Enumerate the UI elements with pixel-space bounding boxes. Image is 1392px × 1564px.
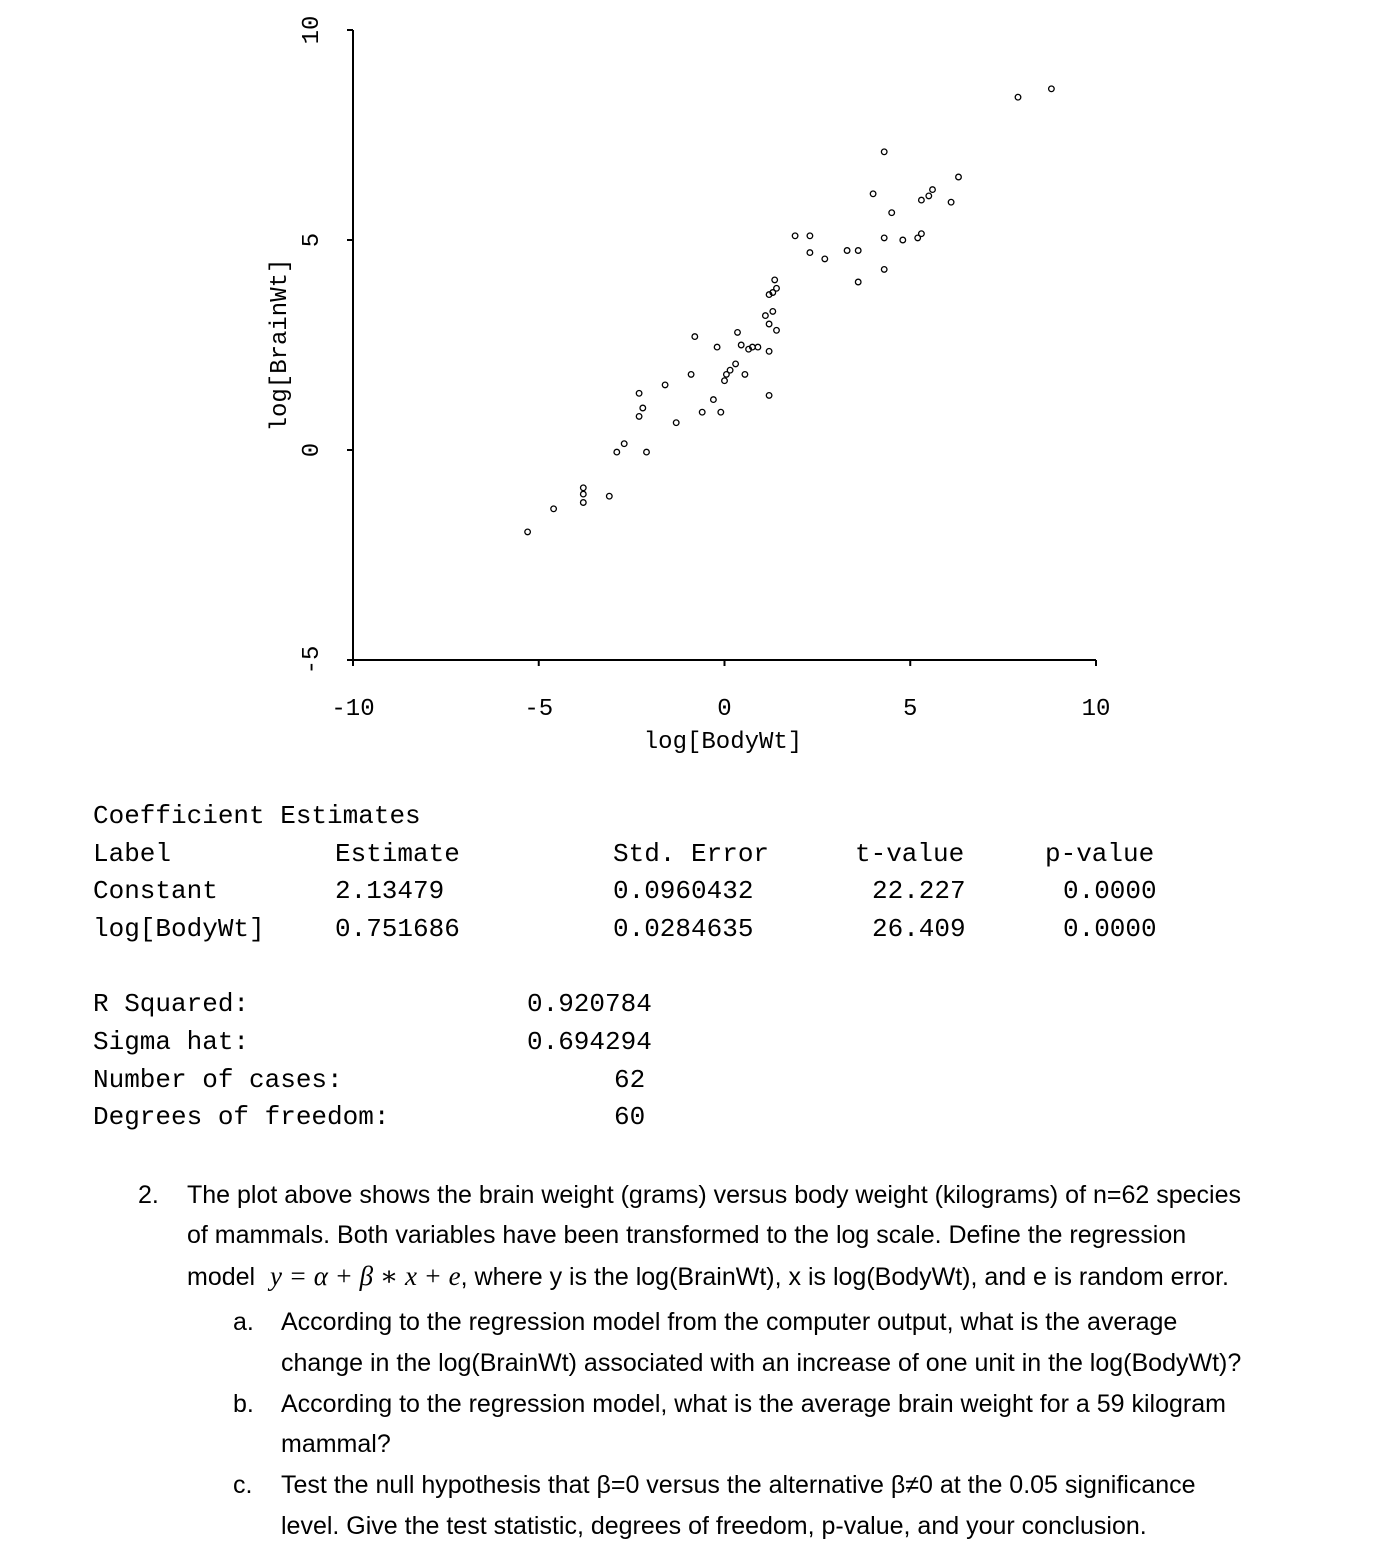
r-squared-value: 0.920784 — [527, 989, 652, 1019]
y-tick-label: 5 — [299, 232, 326, 248]
x-tick-label: 10 — [1081, 696, 1111, 723]
data-point — [766, 321, 772, 327]
scatter-plot — [0, 0, 1392, 770]
data-point — [792, 233, 798, 239]
x-tick-label: -10 — [331, 696, 375, 723]
row-bodywt-std-error: 0.0284635 — [613, 914, 754, 944]
data-point — [688, 372, 694, 378]
data-point — [722, 378, 728, 384]
row-constant-t-value: 22.227 — [872, 876, 966, 906]
question-line-3 — [187, 1256, 1229, 1297]
data-point — [889, 210, 895, 216]
model-formula: y = α + β ∗ x + e — [270, 1261, 461, 1291]
data-point — [1049, 86, 1055, 92]
row-constant-std-error: 0.0960432 — [613, 876, 754, 906]
data-point — [673, 420, 679, 426]
data-point — [581, 491, 587, 497]
data-point — [930, 187, 936, 193]
data-point — [855, 248, 861, 254]
data-point — [714, 344, 720, 350]
question-line-3-suffix: , where y is the log(BrainWt), x is log(BodyWt), and e is random error. — [460, 1263, 1229, 1291]
part-c-letter: c. — [233, 1471, 253, 1499]
data-point — [636, 414, 642, 420]
row-bodywt-p-value: 0.0000 — [1063, 914, 1157, 944]
data-point — [926, 193, 932, 199]
data-point — [766, 349, 772, 355]
data-point — [662, 382, 668, 388]
data-point — [919, 197, 925, 203]
data-point — [742, 372, 748, 378]
data-point — [807, 250, 813, 256]
y-tick-label: 0 — [299, 442, 326, 458]
x-axis-label: log[BodyWt] — [643, 729, 803, 756]
part-a-letter: a. — [233, 1308, 254, 1336]
data-point — [774, 286, 780, 292]
data-point — [770, 309, 776, 315]
header-label: Label — [93, 839, 172, 869]
df-value: 60 — [614, 1102, 646, 1132]
data-point — [607, 493, 613, 499]
data-point — [948, 199, 954, 205]
header-t-value: t-value — [855, 839, 965, 869]
data-point — [881, 149, 887, 155]
data-point — [644, 449, 650, 455]
data-point — [763, 313, 769, 319]
row-bodywt-estimate: 0.751686 — [335, 914, 460, 944]
part-b-letter: b. — [233, 1390, 254, 1418]
data-point — [640, 405, 646, 411]
row-bodywt-t-value: 26.409 — [872, 914, 966, 944]
header-std-error: Std. Error — [613, 839, 770, 869]
data-point — [699, 409, 705, 415]
part-a-line-2: change in the log(BrainWt) associated with an increase of one unit in the log(BodyWt)? — [281, 1349, 1242, 1377]
x-tick-label: 0 — [717, 696, 732, 723]
y-axis-label: log[BrainWt] — [267, 258, 294, 432]
data-point — [900, 237, 906, 243]
r-squared-label: R Squared: — [93, 989, 250, 1019]
row-constant-label: Constant — [93, 876, 218, 906]
coefficients-title: Coefficient Estimates — [93, 801, 421, 831]
sigma-hat-value: 0.694294 — [527, 1027, 652, 1057]
row-constant-p-value: 0.0000 — [1063, 876, 1157, 906]
question-2 — [0, 1175, 1392, 1555]
data-point — [870, 191, 876, 197]
data-point — [718, 409, 724, 415]
data-point — [766, 393, 772, 399]
data-point — [692, 334, 698, 340]
data-point — [735, 330, 741, 336]
data-point — [738, 342, 744, 348]
cases-label: Number of cases: — [93, 1065, 343, 1095]
x-tick-label: -5 — [524, 696, 554, 723]
data-point — [636, 391, 642, 397]
cases-value: 62 — [614, 1065, 646, 1095]
question-number: 2. — [138, 1181, 159, 1209]
data-point — [525, 529, 531, 535]
data-point — [551, 506, 557, 512]
data-point — [919, 231, 925, 237]
data-point — [881, 267, 887, 273]
data-point — [807, 233, 813, 239]
data-point — [855, 279, 861, 285]
data-point — [581, 485, 587, 491]
header-estimate: Estimate — [335, 839, 460, 869]
data-point — [733, 361, 739, 367]
sigma-hat-label: Sigma hat: — [93, 1027, 250, 1057]
data-point — [581, 500, 587, 506]
part-c-line-2: level. Give the test statistic, degrees of freedom, p-value, and your conclusion. — [281, 1512, 1147, 1540]
data-point — [621, 441, 627, 447]
question-line-1: The plot above shows the brain weight (grams) versus body weight (kilograms) of n=62 species — [187, 1181, 1241, 1209]
part-c-line-1: Test the null hypothesis that β=0 versus the alternative β≠0 at the 0.05 significance — [281, 1471, 1196, 1499]
data-point — [844, 248, 850, 254]
data-point — [727, 367, 733, 373]
y-tick-label: -5 — [299, 645, 326, 675]
data-point — [1015, 94, 1021, 100]
part-b-line-1: According to the regression model, what is the average brain weight for a 59 kilogram — [281, 1390, 1226, 1418]
df-label: Degrees of freedom: — [93, 1102, 390, 1132]
question-line-2: of mammals. Both variables have been transformed to the log scale. Define the regression — [187, 1221, 1187, 1249]
x-tick-label: 5 — [903, 696, 918, 723]
data-point — [774, 328, 780, 334]
question-line-3-prefix: model — [187, 1263, 256, 1291]
row-constant-estimate: 2.13479 — [335, 876, 445, 906]
data-point — [881, 235, 887, 241]
data-point — [711, 397, 717, 403]
data-point — [956, 174, 962, 180]
data-point — [614, 449, 620, 455]
data-point — [772, 277, 778, 283]
data-point — [822, 256, 828, 262]
header-p-value: p-value — [1045, 839, 1155, 869]
part-b-line-2: mammal? — [281, 1430, 391, 1458]
row-bodywt-label: log[BodyWt] — [93, 914, 265, 944]
y-tick-label: 10 — [299, 15, 326, 45]
part-a-line-1: According to the regression model from the computer output, what is the average — [281, 1308, 1178, 1336]
data-point — [755, 344, 761, 350]
